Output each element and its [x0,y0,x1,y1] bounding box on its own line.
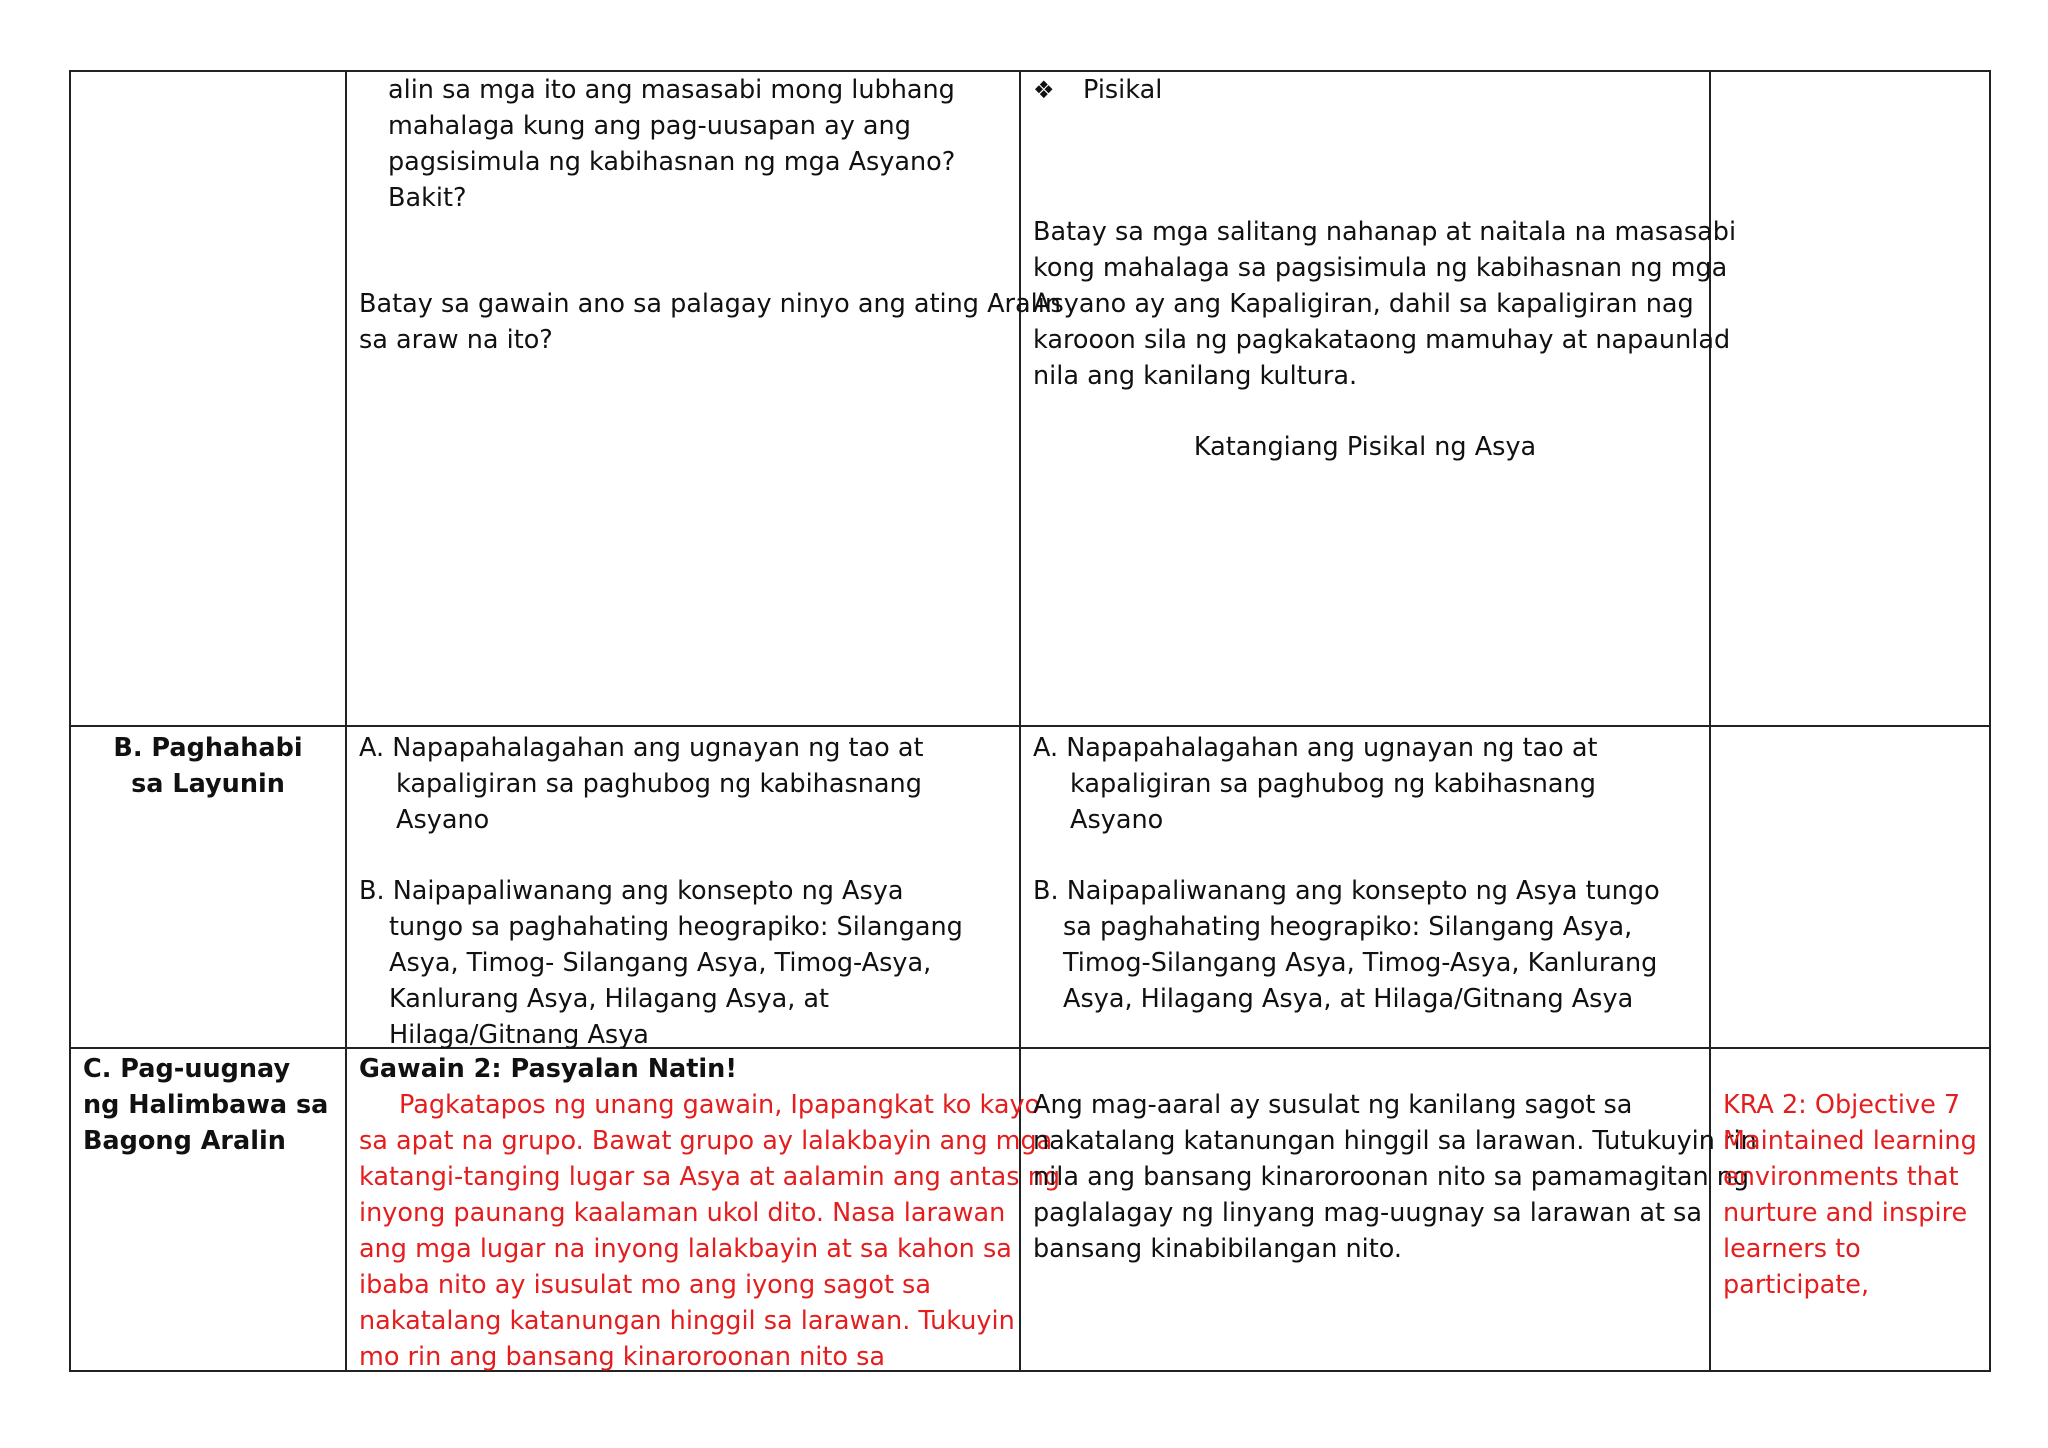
text-line: nila ang kanilang kultura. [1033,361,1358,391]
label-line: C. Pag-uugnay [83,1054,291,1084]
label-line: Bagong Aralin [83,1126,286,1156]
text-line: bansang kinabibilangan nito. [1033,1234,1402,1264]
instruction-line: inyong paunang kaalaman ukol dito. Nasa larawan [359,1198,1006,1228]
text-line: alin sa mga ito ang masasabi mong lubhang [388,75,955,105]
text-line: Asyano ay ang Kapaligiran, dahil sa kapaligiran nag [1033,289,1694,319]
row1-question [388,72,955,216]
activity-title: Gawain 2: Pasyalan Natin! [359,1054,737,1084]
table-border-top [69,70,1991,72]
subtitle-text: Katangiang Pisikal ng Asya [1193,432,1537,462]
text-line: kapaligiran sa paghubog ng kabihasnang [1070,769,1596,799]
remark-line: learners to [1723,1234,1861,1264]
text-line: mahalaga kung ang pag-uusapan ay ang [388,111,911,141]
remark-line: KRA 2: Objective 7 [1723,1090,1961,1120]
text-line: Ang mag-aaral ay susulat ng kanilang sagot sa [1033,1090,1633,1120]
instruction-line: nakatalang katanungan hinggil sa larawan. Tukuyin [359,1306,1015,1336]
pisikal-bullet [1033,72,1162,108]
text-line: B. Naipapaliwanang ang konsepto ng Asya tungo [1033,876,1660,906]
row3-activity [359,1051,1060,1375]
remark-line: environments that [1723,1162,1959,1192]
row1-answer [1033,214,1736,394]
text-line: Kanlurang Asya, Hilagang Asya, at [389,984,830,1014]
instruction-line: ang mga lugar na inyong lalakbayin at sa kahon sa [359,1234,1012,1264]
text-line: karooon sila ng pagkakataong mamuhay at napaunlad [1033,325,1731,355]
text-line: Bakit? [388,183,467,213]
text-line: nakatalang katanungan hinggil sa larawan. Tutukuyin rin [1033,1126,1757,1156]
row2-label [71,730,345,802]
text-line: pagsisimula ng kabihasnan ng mga Asyano? [388,147,956,177]
label-line: B. Paghahabi [113,733,303,763]
row3-remarks [1723,1087,1977,1303]
text-line: A. Napapahalagahan ang ugnayan ng tao at [359,733,924,763]
remark-line: participate, [1723,1270,1870,1300]
text-line: Asyano [396,805,490,835]
instruction-line: Pagkatapos ng unang gawain, Ipapangkat ko kayo [399,1090,1041,1120]
text-line: sa araw na ito? [359,325,553,355]
text-line: Batay sa mga salitang nahanap at naitala na masasabi [1033,217,1737,247]
text-line: Batay sa gawain ano sa palagay ninyo ang ating Aralin [359,289,1061,319]
column-divider-1 [345,70,347,1372]
text-line: kong mahalaga sa pagsisimula ng kabihasnan ng mga [1033,253,1728,283]
label-line: ng Halimbawa sa [83,1090,329,1120]
table-border-right [1989,70,1991,1372]
text-line: kapaligiran sa paghubog ng kabihasnang [396,769,922,799]
text-line: nila ang bansang kinaroroonan nito sa pamamagitan ng [1033,1162,1750,1192]
text-line: sa paghahating heograpiko: Silangang Asya, [1063,912,1633,942]
remark-line: nurture and inspire [1723,1198,1968,1228]
bullet-text: Pisikal [1083,75,1163,105]
instruction-line: sa apat na grupo. Bawat grupo ay lalakbayin ang mga [359,1126,1053,1156]
text-line: Asya, Timog- Silangang Asya, Timog-Asya, [389,948,932,978]
row3-label [83,1051,328,1159]
text-line: tungo sa paghahating heograpiko: Silangang [389,912,963,942]
diamond-bullet-icon: ❖ [1033,76,1055,104]
label-line: sa Layunin [131,769,285,799]
instruction-line: katangi-tanging lugar sa Asya at aalamin ang antas ng [359,1162,1061,1192]
row-divider-2 [69,1047,1991,1049]
text-line: B. Naipapaliwanang ang konsepto ng Asya [359,876,904,906]
text-line: Asya, Hilagang Asya, at Hilaga/Gitnang Asya [1063,984,1634,1014]
text-line: Timog-Silangang Asya, Timog-Asya, Kanlurang [1063,948,1658,978]
instruction-line: ibaba nito ay isusulat mo ang iyong sagot sa [359,1270,931,1300]
text-line: A. Napapahalagahan ang ugnayan ng tao at [1033,733,1598,763]
row1-lesson-prompt [359,286,1061,358]
instruction-line: mo rin ang bansang kinaroroonan nito sa [359,1342,886,1372]
subtitle-katangiang-pisikal [1021,429,1709,465]
text-line: Asyano [1070,805,1164,835]
row2-col2-objective-a [359,730,924,838]
row2-col3-objective-b [1033,873,1660,1017]
row2-col2-objective-b [359,873,963,1053]
row-divider-1 [69,725,1991,727]
row2-col3-objective-a [1033,730,1598,838]
row3-response [1033,1087,1757,1267]
text-line: paglalagay ng linyang mag-uugnay sa larawan at sa [1033,1198,1702,1228]
table-border-left [69,70,71,1372]
text-line: Hilaga/Gitnang Asya [389,1020,649,1050]
remark-line: Maintained learning [1723,1126,1977,1156]
